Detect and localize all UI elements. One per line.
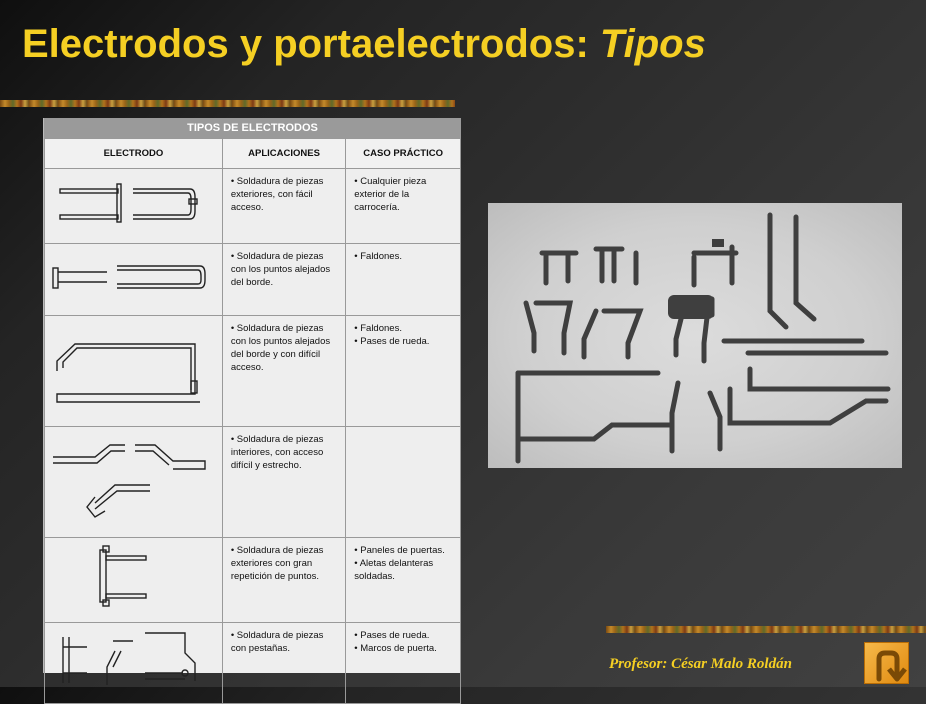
electrode-table: [44, 138, 461, 704]
electrode-drawing: [45, 169, 223, 244]
col-header-aplicaciones: APLICACIONES: [222, 139, 345, 169]
return-button[interactable]: [864, 642, 909, 684]
aplicaciones-cell: • Soldadura de piezas interiores, con acceso difícil y estrecho.: [222, 427, 345, 538]
caso-cell: • Faldones.: [346, 244, 461, 316]
electrodes-photo: [488, 203, 902, 468]
table-row: [45, 538, 461, 623]
electrode-types-table-image: [43, 118, 461, 673]
decorative-stripe-top: [0, 100, 455, 107]
aplicaciones-cell: • Soldadura de piezas exteriores, con fácil acceso.: [222, 169, 345, 244]
table-row: [45, 427, 461, 538]
col-header-caso: CASO PRÁCTICO: [346, 139, 461, 169]
electrode-drawing: [45, 538, 223, 623]
decorative-stripe-bottom: [606, 626, 926, 633]
electrode-drawing: [45, 244, 223, 316]
table-row: [45, 169, 461, 244]
table-row: [45, 244, 461, 316]
aplicaciones-cell: • Soldadura de piezas exteriores con gran repetición de puntos.: [222, 538, 345, 623]
table-row: [45, 316, 461, 427]
aplicaciones-cell: • Soldadura de piezas con los puntos alejados del borde.: [222, 244, 345, 316]
electrode-drawing: [45, 623, 223, 704]
aplicaciones-cell: • Soldadura de piezas con pestañas.: [222, 623, 345, 704]
caso-cell: • Paneles de puertas. • Aletas delanteras soldadas.: [346, 538, 461, 623]
caso-cell: • Cualquier pieza exterior de la carrocería.: [346, 169, 461, 244]
footer-author: Profesor: César Malo Roldán: [609, 656, 792, 672]
col-header-electrodo: ELECTRODO: [45, 139, 223, 169]
table-heading: TIPOS DE ELECTRODOS: [44, 118, 461, 138]
table-row: [45, 623, 461, 704]
caso-cell: • Pases de rueda. • Marcos de puerta.: [346, 623, 461, 704]
electrode-drawing: [45, 316, 223, 427]
aplicaciones-cell: • Soldadura de piezas con los puntos alejados del borde y con difícil acceso.: [222, 316, 345, 427]
caso-cell: [346, 427, 461, 538]
return-arrow-icon: [865, 643, 910, 685]
caso-cell: • Faldones. • Pases de rueda.: [346, 316, 461, 427]
electrode-drawing: [45, 427, 223, 538]
slide-title: Electrodos y portaelectrodos: Tipos: [22, 22, 706, 66]
